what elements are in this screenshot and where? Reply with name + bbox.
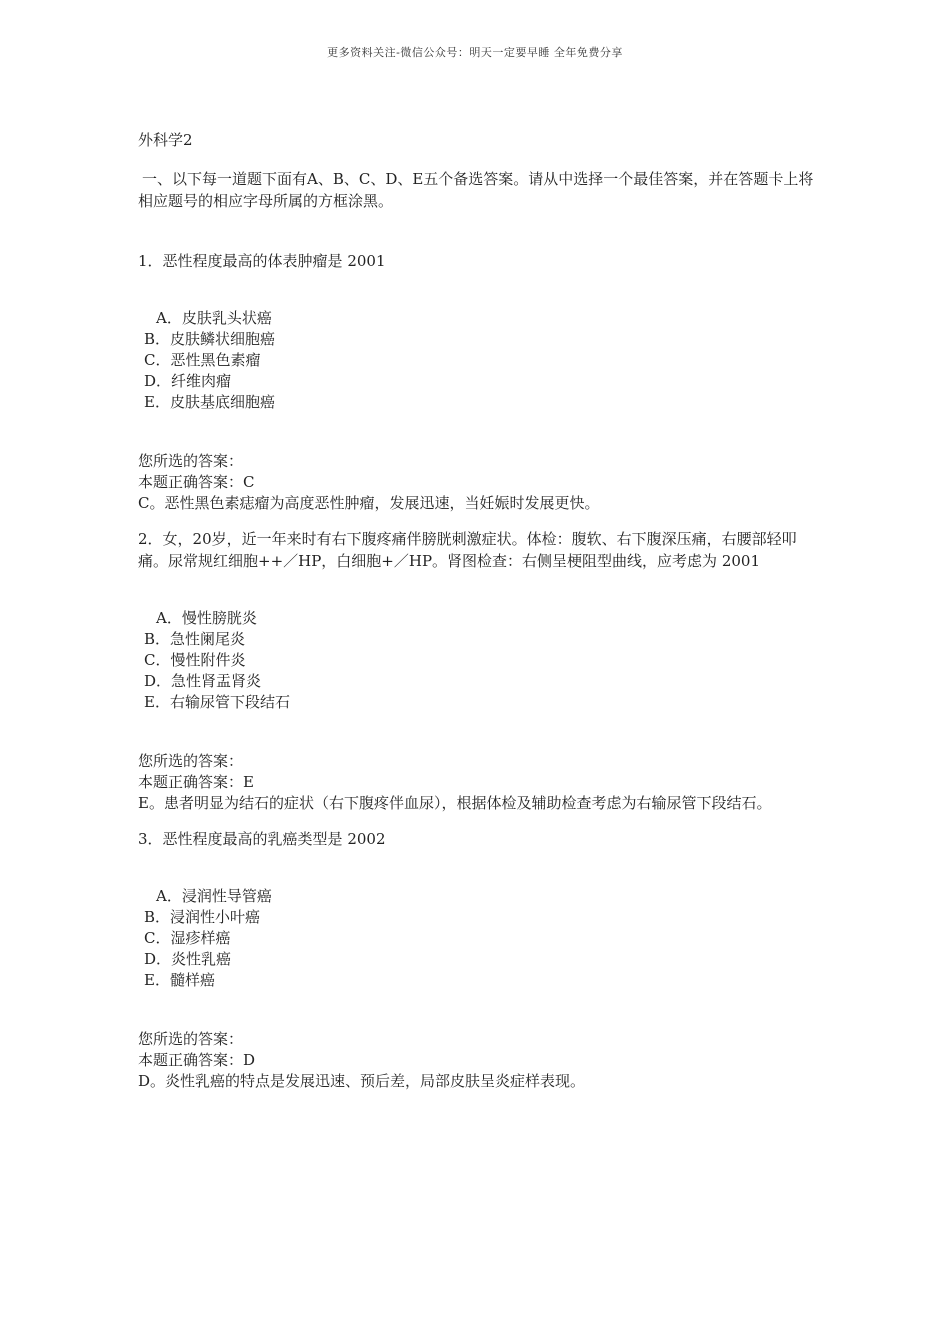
- option-a: A．浸润性导管癌: [156, 887, 272, 905]
- option-c: C．湿疹样癌: [144, 929, 231, 947]
- your-answer-label: 您所选的答案：: [138, 452, 244, 470]
- option-e: E．右输尿管下段结石: [144, 693, 290, 711]
- option-b: B．浸润性小叶癌: [144, 908, 261, 926]
- question-stem: 1．恶性程度最高的体表肿瘤是 2001: [138, 252, 386, 270]
- option-d: D．纤维肉瘤: [144, 372, 232, 390]
- option-list: [138, 308, 818, 413]
- option-d: D．炎性乳癌: [144, 950, 232, 968]
- answer-block: [138, 751, 818, 814]
- document-title: 外科学2: [138, 131, 193, 149]
- correct-answer: 本题正确答案：C: [138, 473, 255, 491]
- question-1: [138, 250, 818, 514]
- question-stem: 2．女，20岁，近一年来时有右下腹疼痛伴膀胱刺激症状。体检：腹软、右下腹深压痛，右腰部轻叩痛。尿常规红细胞++／HP，白细胞+／HP。肾图检查：右侧呈梗阻型曲线，应考虑为 2001: [138, 530, 797, 570]
- document-body: [138, 128, 818, 1092]
- option-a: A．皮肤乳头状癌: [156, 309, 272, 327]
- option-list: [138, 608, 818, 713]
- option-c: C．恶性黑色素瘤: [144, 351, 261, 369]
- option-e: E．髓样癌: [144, 971, 215, 989]
- option-a: A．慢性膀胱炎: [156, 609, 257, 627]
- answer-block: [138, 1029, 818, 1092]
- question-2: [138, 528, 818, 814]
- option-c: C．慢性附件炎: [144, 651, 246, 669]
- page-header: 更多资料关注-微信公众号：明天一定要早睡 全年免费分享: [327, 46, 623, 59]
- answer-explanation: D。炎性乳癌的特点是发展迅速、预后差，局部皮肤呈炎症样表现。: [138, 1072, 586, 1090]
- your-answer-label: 您所选的答案：: [138, 1030, 244, 1048]
- option-list: [138, 886, 818, 991]
- correct-answer: 本题正确答案：E: [138, 773, 254, 791]
- answer-block: [138, 451, 818, 514]
- option-b: B．急性阑尾炎: [144, 630, 246, 648]
- answer-explanation: C。恶性黑色素痣瘤为高度恶性肿瘤，发展迅速，当妊娠时发展更快。: [138, 494, 600, 512]
- your-answer-label: 您所选的答案：: [138, 752, 244, 770]
- correct-answer: 本题正确答案：D: [138, 1051, 256, 1069]
- instructions: 一、以下每一道题下面有A、B、C、D、E五个备选答案。请从中选择一个最佳答案，并在答题卡上将相应题号的相应字母所属的方框涂黑。: [138, 170, 814, 210]
- option-b: B．皮肤鳞状细胞癌: [144, 330, 276, 348]
- option-e: E．皮肤基底细胞癌: [144, 393, 275, 411]
- answer-explanation: E。患者明显为结石的症状（右下腹疼伴血尿），根据体检及辅助检查考虑为右输尿管下段结石。: [138, 794, 772, 812]
- option-d: D．急性肾盂肾炎: [144, 672, 262, 690]
- question-3: [138, 828, 818, 1092]
- question-stem: 3．恶性程度最高的乳癌类型是 2002: [138, 830, 386, 848]
